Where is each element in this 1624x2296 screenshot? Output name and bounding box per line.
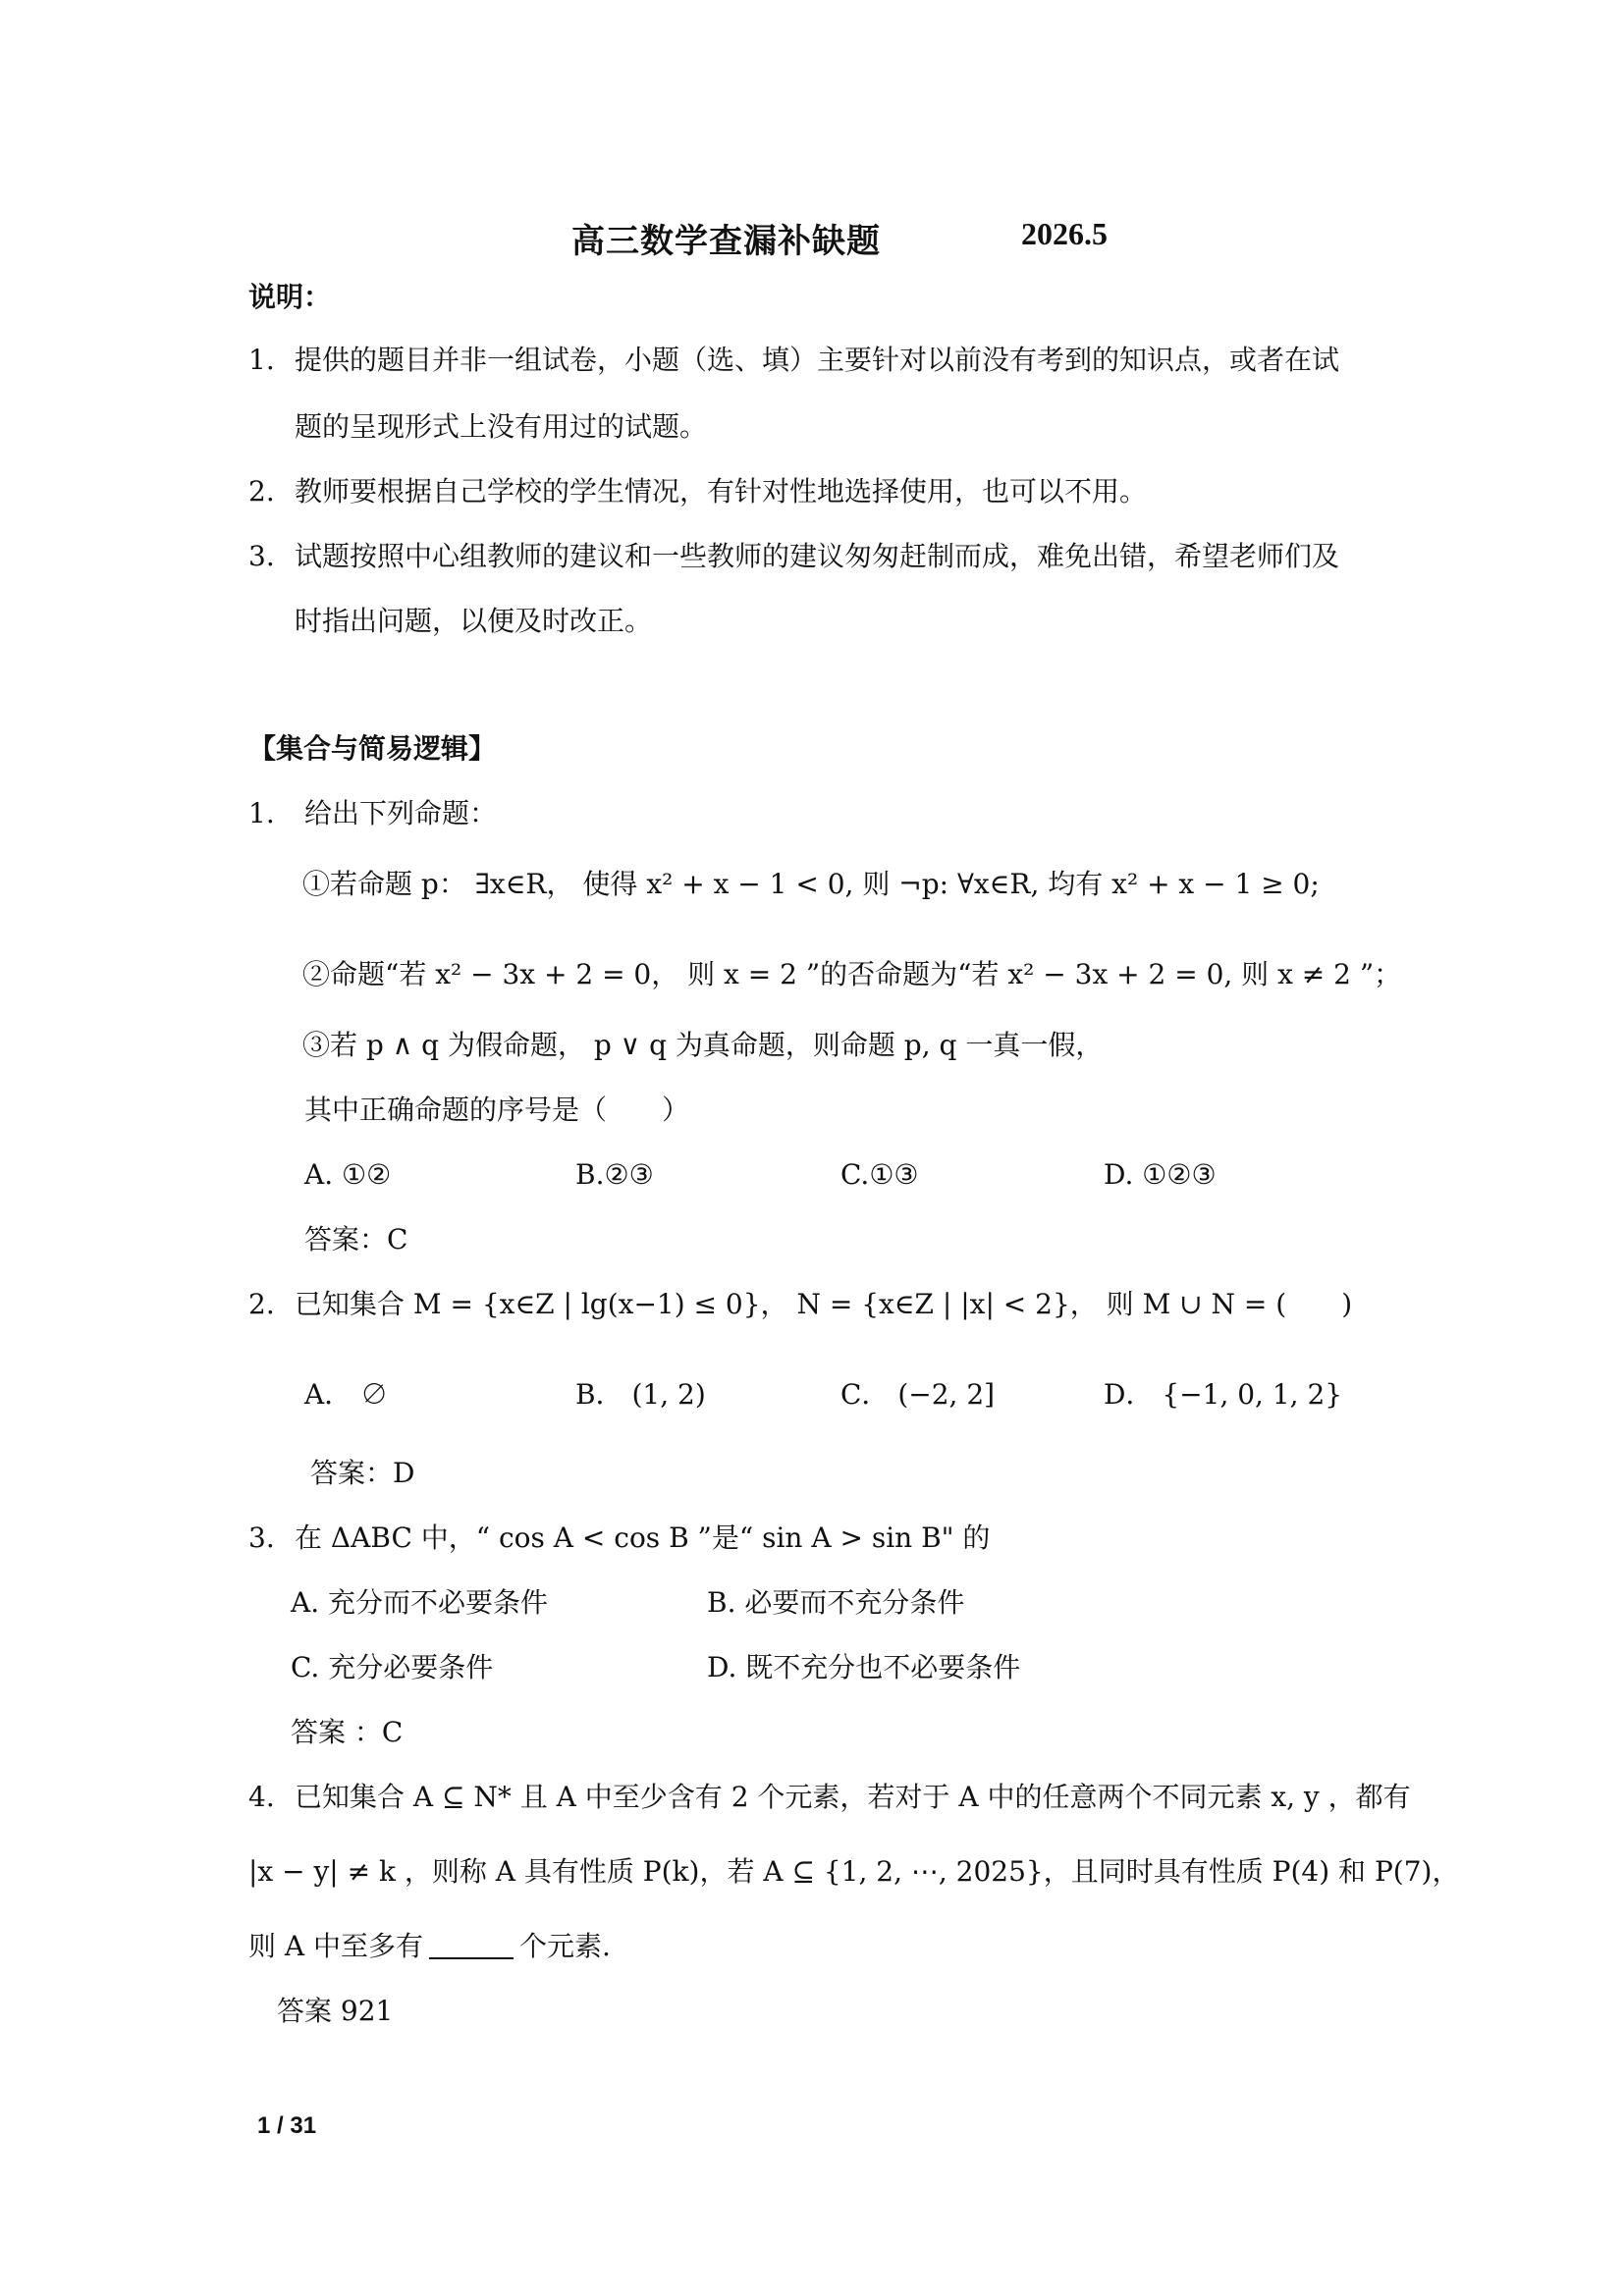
proposition-3: ③若 p ∧ q 为假命题， p ∨ q 为真命题，则命题 p, q 一真一假， [302, 1029, 1104, 1061]
answer: 答案 ：C [291, 1716, 404, 1748]
question-number: 3. [248, 1522, 275, 1554]
option-d: D. ①②③ [1104, 1158, 1217, 1191]
question-ask: 其中正确命题的序号是（ ） [304, 1094, 690, 1126]
option-a: A. 充分而不必要条件 [291, 1586, 549, 1619]
answer: 答案 921 [277, 1995, 394, 2027]
note-text-continued: 题的呈现形式上没有用过的试题。 [295, 410, 708, 443]
question-number: 1. [248, 797, 275, 829]
document-date: 2026.5 [1021, 216, 1108, 251]
proposition-1: ①若命题 p： ∃x∈R， 使得 x² + x − 1 < 0, 则 ¬p: ∀x∈R, 均有 x² + x − 1 ≥ 0; [302, 868, 1320, 900]
question-stem-continued: |x − y| ≠ k ，则称 A 具有性质 P(k)，若 A ⊆ {1, 2, ⋯, 2025}，且同时具有性质 P(4) 和 P(7)， [248, 1855, 1460, 1888]
option-d: D. 既不充分也不必要条件 [707, 1651, 1021, 1683]
option-b: B． (1, 2) [575, 1378, 706, 1411]
note-text-continued: 时指出问题，以便及时改正。 [295, 605, 653, 637]
option-a: A. ①② [304, 1158, 392, 1191]
document-title: 高三数学查漏补缺题 [571, 222, 881, 261]
page-number: 1 / 31 [257, 2112, 317, 2139]
option-b: B. 必要而不充分条件 [707, 1586, 965, 1619]
note-number: 1. [248, 344, 275, 376]
option-d: D． {−1, 0, 1, 2} [1104, 1378, 1343, 1411]
option-b: B.②③ [575, 1158, 654, 1191]
question-text: 则 A 中至多有 [248, 1930, 424, 1962]
notes-heading: 说明： [248, 281, 332, 313]
option-c: C. 充分必要条件 [291, 1651, 494, 1683]
question-stem: 在 ΔABC 中，“ cos A < cos B ”是“ sin A > sin B" 的 [295, 1522, 991, 1554]
section-title: 【集合与简易逻辑】 [248, 732, 497, 765]
question-text: 个元素. [519, 1930, 611, 1962]
question-stem: 给出下列命题： [304, 797, 498, 829]
question-number: 4. [248, 1781, 275, 1813]
question-stem: 已知集合 M = {x∈Z | lg(x−1) ≤ 0}， N = {x∈Z | |x| < 2}， 则 M ∪ N = ( ) [295, 1288, 1353, 1320]
note-number: 2. [248, 475, 275, 507]
note-number: 3. [248, 540, 275, 572]
answer-blank [429, 1930, 514, 1959]
answer: 答案：C [304, 1223, 408, 1255]
proposition-2: ②命题“若 x² − 3x + 2 = 0， 则 x = 2 ”的否命题为“若 x² − 3x + 2 = 0, 则 x ≠ 2 ”； [302, 958, 1402, 990]
note-text: 提供的题目并非一组试卷，小题（选、填）主要针对以前没有考到的知识点，或者在试 [295, 344, 1340, 376]
answer: 答案：D [310, 1457, 415, 1489]
option-a: A． ∅ [304, 1378, 389, 1411]
question-stem-end [248, 1930, 611, 1963]
question-number: 2. [248, 1288, 275, 1320]
question-stem: 已知集合 A ⊆ N* 且 A 中至少含有 2 个元素，若对于 A 中的任意两个不同元素 x, y ，都有 [295, 1781, 1411, 1813]
note-text: 教师要根据自己学校的学生情况，有针对性地选择使用，也可以不用。 [295, 475, 1148, 507]
option-c: C.①③ [840, 1158, 919, 1191]
option-c: C． (−2, 2] [840, 1378, 996, 1411]
note-text: 试题按照中心组教师的建议和一些教师的建议匆匆赶制而成，难免出错，希望老师们及 [295, 540, 1340, 572]
